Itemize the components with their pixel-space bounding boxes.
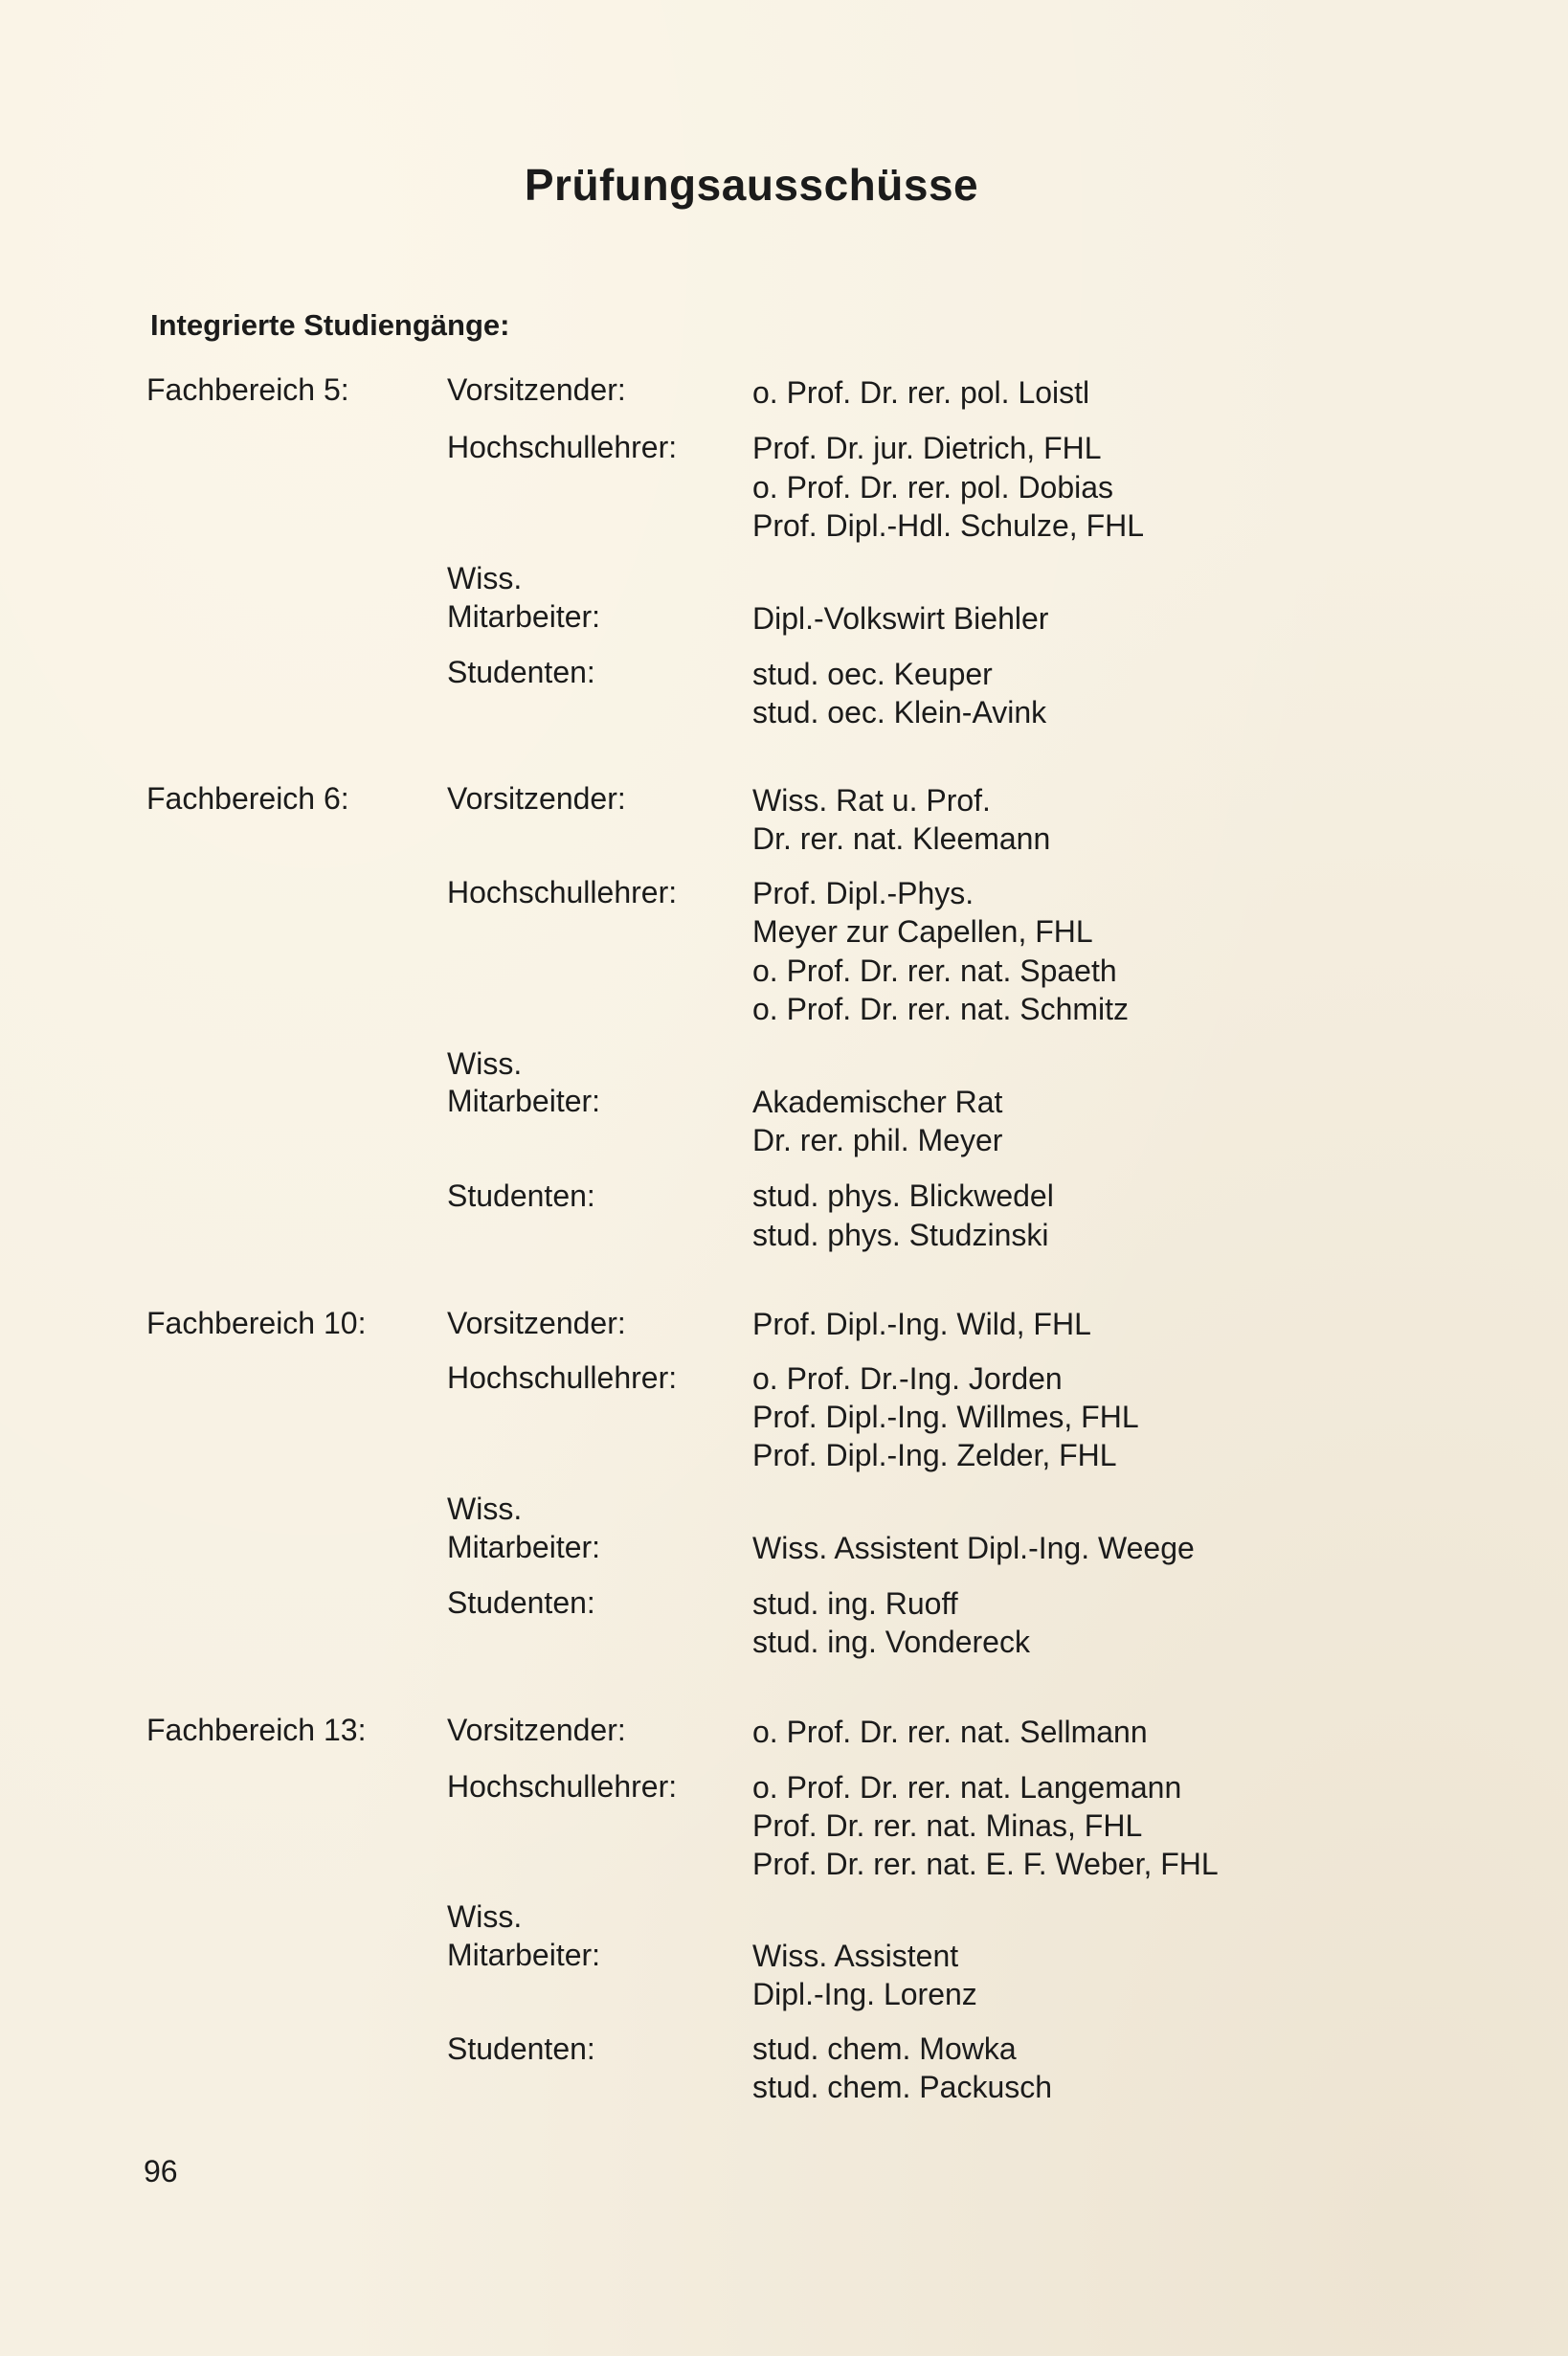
department-label: Fachbereich 10:: [146, 1306, 367, 1340]
role-students-label: Studenten:: [447, 1585, 595, 1620]
page-title: Prüfungsausschüsse: [524, 160, 979, 210]
member-name: Meyer zur Capellen, FHL: [752, 914, 1093, 949]
member-name: Prof. Dipl.-Hdl. Schulze, FHL: [752, 508, 1145, 543]
member-name: Akademischer Rat: [752, 1085, 1003, 1119]
member-name: Prof. Dipl.-Phys.: [752, 876, 974, 910]
member-name: stud. ing. Vondereck: [752, 1625, 1030, 1659]
member-name: Dipl.-Volkswirt Biehler: [752, 601, 1049, 636]
role-professors-label: Hochschullehrer:: [447, 875, 678, 909]
department-label: Fachbereich 5:: [146, 372, 349, 407]
member-name: stud. chem. Packusch: [752, 2070, 1053, 2104]
role-staff-label: Mitarbeiter:: [447, 599, 601, 634]
role-staff-label: Wiss.: [447, 1492, 523, 1526]
member-name: Wiss. Assistent: [752, 1939, 959, 1973]
member-name: o. Prof. Dr. rer. nat. Langemann: [752, 1770, 1182, 1805]
member-name: stud. ing. Ruoff: [752, 1586, 958, 1621]
member-name: o. Prof. Dr. rer. nat. Schmitz: [752, 992, 1130, 1026]
member-name: stud. phys. Blickwedel: [752, 1178, 1054, 1213]
role-students-label: Studenten:: [447, 2031, 595, 2066]
section-heading: Integrierte Studiengänge:: [150, 308, 510, 342]
role-staff-label: Wiss.: [447, 561, 523, 595]
role-students-label: Studenten:: [447, 655, 595, 689]
role-chair-label: Vorsitzender:: [447, 372, 626, 407]
member-name: Wiss. Rat u. Prof.: [752, 783, 991, 818]
role-staff-label: Wiss.: [447, 1046, 523, 1081]
member-name: Dipl.-Ing. Lorenz: [752, 1977, 977, 2011]
role-professors-label: Hochschullehrer:: [447, 1769, 678, 1804]
member-name: Prof. Dr. rer. nat. E. F. Weber, FHL: [752, 1847, 1219, 1881]
role-staff-label: Mitarbeiter:: [447, 1938, 601, 1972]
member-name: Prof. Dipl.-Ing. Wild, FHL: [752, 1307, 1091, 1341]
member-name: o. Prof. Dr.-Ing. Jorden: [752, 1361, 1063, 1396]
member-name: o. Prof. Dr. rer. pol. Loistl: [752, 375, 1090, 410]
member-name: stud. oec. Klein-Avink: [752, 695, 1047, 729]
role-staff-label: Mitarbeiter:: [447, 1530, 601, 1564]
member-name: o. Prof. Dr. rer. pol. Dobias: [752, 470, 1114, 505]
role-staff-label: Mitarbeiter:: [447, 1084, 601, 1118]
role-students-label: Studenten:: [447, 1178, 595, 1213]
department-label: Fachbereich 13:: [146, 1713, 367, 1747]
role-chair-label: Vorsitzender:: [447, 1306, 626, 1340]
member-name: Wiss. Assistent Dipl.-Ing. Weege: [752, 1531, 1195, 1565]
member-name: stud. oec. Keuper: [752, 657, 993, 691]
role-chair-label: Vorsitzender:: [447, 1713, 626, 1747]
member-name: stud. chem. Mowka: [752, 2031, 1017, 2066]
member-name: Prof. Dipl.-Ing. Willmes, FHL: [752, 1400, 1139, 1434]
member-name: Prof. Dipl.-Ing. Zelder, FHL: [752, 1438, 1117, 1472]
member-name: o. Prof. Dr. rer. nat. Spaeth: [752, 954, 1117, 988]
member-name: Dr. rer. phil. Meyer: [752, 1123, 1003, 1157]
role-chair-label: Vorsitzender:: [447, 781, 626, 816]
member-name: o. Prof. Dr. rer. nat. Sellmann: [752, 1715, 1148, 1749]
member-name: stud. phys. Studzinski: [752, 1218, 1049, 1252]
page-number: 96: [144, 2154, 178, 2188]
member-name: Dr. rer. nat. Kleemann: [752, 821, 1051, 856]
member-name: Prof. Dr. rer. nat. Minas, FHL: [752, 1808, 1143, 1843]
role-staff-label: Wiss.: [447, 1899, 523, 1934]
role-professors-label: Hochschullehrer:: [447, 430, 678, 464]
department-label: Fachbereich 6:: [146, 781, 349, 816]
member-name: Prof. Dr. jur. Dietrich, FHL: [752, 431, 1102, 465]
role-professors-label: Hochschullehrer:: [447, 1360, 678, 1395]
